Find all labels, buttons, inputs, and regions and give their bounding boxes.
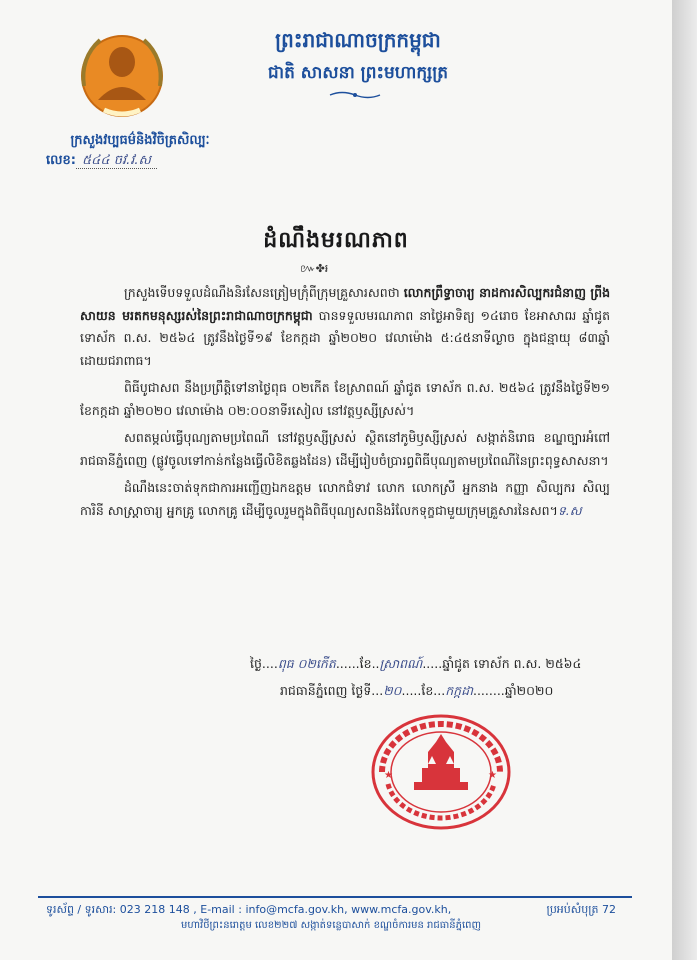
paragraph-location: សពតម្កល់ធ្វើបុណ្យតាមប្រពៃណី នៅវត្តឫស្សីស្រស់ ស្ថិតនៅភូមិឫស្សីស្រស់ សង្កាត់និរោធ ខណ្ឌច្បារអំពៅ រាជធានីភ្នំពេញ (ផ្លូវចូលទៅកាន់កន្លែងធ្វើលិខិតឆ្លងដែន) ដើម្បីរៀបចំប្រារព្ធពិធីបុណ្យតាមប្រពៃណីនៃព្រះពុទ្ធសាសនា។ [80, 430, 610, 468]
reference-number [46, 152, 157, 170]
postbox-label: ប្រអប់សំបុត្រ [546, 903, 599, 916]
deceased-name: លោកព្រឹទ្ធាចារ្យ នាដការសិល្បករជំនាញ ព្រីង សាយន មរតកមនុស្សរស់នៃព្រះរាជាណាចក្រកម្ពុជា [80, 285, 611, 323]
footer-contact [46, 902, 616, 918]
footer-divider [38, 896, 632, 898]
footer-phone [46, 902, 451, 918]
place-year: ឆ្នាំ២០២០ [504, 683, 554, 698]
footer [46, 902, 616, 934]
title-ornament: ៚✤៛ [300, 262, 329, 275]
paragraph-cremation: ពិធីបូជាសព នឹងប្រព្រឹត្តិទៅនាថ្ងៃពុធ ០២កើត ខែស្រាពណ៍ ឆ្នាំជូត ទោស័ក ព.ស. ២៥៦៤ ត្រូវនឹងថ្ងៃទី២១ ខែកក្កដា ឆ្នាំ២០២០ វេលាម៉ោង ០២:០០នាទីរសៀល នៅវត្តឫស្សីស្រស់។ [80, 380, 610, 418]
ministry-emblem-icon [74, 28, 170, 124]
day-value: ពុធ ០២កើត [277, 656, 336, 671]
place-label: រាជធានីភ្នំពេញ ថ្ងៃទី [280, 683, 372, 698]
email-label: , E-mail : [193, 903, 242, 916]
place-day: ២០ [383, 683, 402, 698]
page-edge-shadow [672, 0, 697, 960]
footer-address: មហាវិថីព្រះនរោត្តម លេខ២២៧ សង្កាត់ទន្លេបាសាក់ ខណ្ឌចំការមន រាជធានីភ្នំពេញ [180, 920, 482, 931]
reference-label: លេខ: [46, 153, 76, 168]
phone-label: ទូរស័ព្ទ / ទូរសារ: [46, 903, 117, 916]
reference-value: ៥៤៤ ចវ.វ.ស [76, 153, 157, 169]
handwritten-mark: ទ.ស [557, 502, 582, 518]
place-month-label: ខែ [421, 683, 434, 698]
svg-text:★: ★ [384, 770, 393, 781]
paragraph-announcement [80, 282, 610, 372]
website: , www.mcfa.gov.kh, [344, 903, 452, 916]
paragraph-text: បានទទួលមរណភាព នាថ្ងៃអាទិត្យ ១៤រោច ខែអាសាឍ ឆ្នាំជូត ទោស័ក ព.ស. ២៥៦៤ ត្រូវនឹងថ្ងៃទី១៩ ខែកក្កដា ឆ្នាំ២០២០ វេលាម៉ោង ៥:៤៥នាទីល្ងាច ក្នុងជន្មាយុ ៨៣ឆ្នាំ ដោយជរាពាធ។ [80, 307, 611, 368]
document-body [80, 282, 610, 527]
year-text: ឆ្នាំជូត ទោស័ក ព.ស. ២៥៦៤ [442, 656, 582, 671]
footer-postbox [547, 902, 616, 918]
document-title: ដំណឹងមរណភាព [263, 228, 409, 253]
place-month: កក្កដា [445, 683, 473, 698]
tacteng-ornament-icon [328, 90, 382, 100]
day-label: ថ្ងៃ [250, 656, 262, 671]
paragraph-text: ក្រសួងទើបទទួលដំណឹងនិរសែនត្រៀមក្រុំពីក្រុមគ្រួសារសពថា [124, 285, 404, 300]
postbox-number: 72 [602, 903, 616, 916]
official-seal-icon [370, 712, 512, 832]
lunar-date-line: ថ្ងៃ....ពុធ ០២កើត......ខែ..ស្រាពណ៍.....ឆ្នាំជូត ទោស័ក ព.ស. ២៥៦៤ [250, 656, 582, 671]
paragraph-invitation [80, 477, 610, 522]
solar-date-line: រាជធានីភ្នំពេញ ថ្ងៃទី...២០.....ខែ...កក្កដា........ឆ្នាំ២០២០ [280, 683, 554, 698]
svg-text:★: ★ [488, 770, 497, 781]
month-label: ខែ [359, 656, 372, 671]
paragraph-text: ដំណឹងនេះចាត់ទុកជាការអញ្ជើញឯកឧត្តម លោកជំទាវ លោក លោកស្រី អ្នកនាង កញ្ញា សិល្បករ សិល្បការិនី សាស្ត្រាចារ្យ អ្នកគ្រូ លោកគ្រូ ដើម្បីចូលរួមក្នុងពិធីបុណ្យសពនិងរំលែកទុក្ខជាមួយក្រុមគ្រួសារនៃសព។ [80, 480, 610, 518]
ministry-name: ក្រសួងវប្បធម៌និងវិចិត្រសិល្បៈ [70, 133, 210, 148]
national-motto: ជាតិ សាសនា ព្រះមហាក្សត្រ [267, 63, 449, 83]
email-address: info@mcfa.gov.kh [245, 903, 345, 916]
phone-number: 023 218 148 [119, 903, 190, 916]
kingdom-title: ព្រះរាជាណាចក្រកម្ពុជា [275, 28, 441, 52]
kingdom-header [238, 26, 478, 86]
dateline [250, 650, 630, 704]
month-value: ស្រាពណ៍ [379, 656, 423, 671]
